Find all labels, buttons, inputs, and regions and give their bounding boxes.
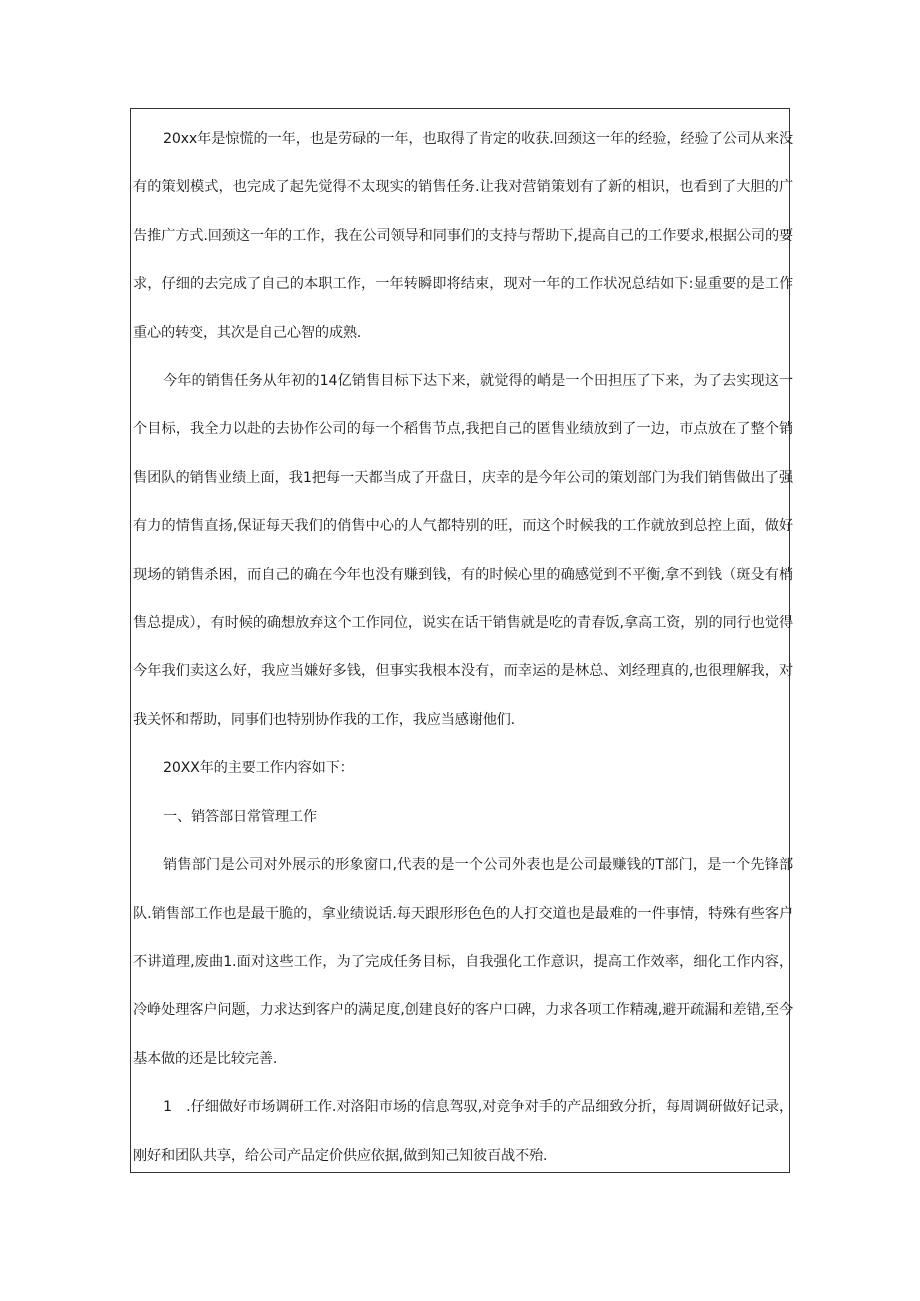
- paragraph-market-research: 1 .仔细做好市场调研工作.对洛阳市场的信息驾驭,对竞争对手的产品细致分折，每周调研做好记录，刚好和团队共享，给公司产品定价供应依据,做到知己知彼百战不殆.: [133, 1099, 793, 1164]
- section-heading-daily-management: 一、销答部日常管理工作: [163, 808, 317, 825]
- paragraph-summary-intro: 20xx年是惊慌的一年，也是劳碌的一年，也取得了肯定的收获.回颈这一年的经验，经验了公司从来没有的策划模式，也完成了起先觉得不太现实的销售任务.让我对营销策划有了新的相识，也看到了大胆的广告推广方式.回颈这一年的工作，我在公司领导和同事们的支持与帮助下,提高自己的工作要求,根据公司的要求，仔细的去完成了自己的本职工作，一年转瞬即将结束，现对一年的工作状况总结如下:显重要的是工作重心的转变，其次是自己心智的成熟.: [133, 131, 793, 341]
- paragraph-sales-department: 销售部门是公司对外展示的形象窗口,代表的是一个公司外表也是公司最赚钱的T部门，是一个先锋部队.销售部工作也是最干脆的，拿业绩说话.每天跟形形色色的人打交道也是最难的一件事情，特殊有些客户不讲道理,废曲1.面对这些工作，为了完成任务目标，自我强化工作意识，提高工作效率，细化工作内容，冷峥处理客户问题，力求达到客户的满足度,创建良好的客户口碑，力求各项工作精魂,避开疏漏和差错,至今基本做的还是比较完善.: [133, 857, 793, 1067]
- paragraph-sales-target: 今年的销售任务从年初的14亿销售目标下达下来，就觉得的峭是一个田担压了下来，为了去实现这一个目标，我全力以赴的去协作公司的每一个稻售节点,我把自己的匿售业绩放到了一边，市点放在了整个销售团队的销售业绩上面，我1把每一天都当成了开盘日，庆幸的是今年公司的策划部门为我们销售做出了强有力的情售直扬,保证每天我们的俏售中心的人气都特别的旺，而这个时候我的工作就放到总控上面，做好现场的销售杀困，而自己的确在今年也没有赚到钱，有的时候心里的确感觉到不平衡,拿不到钱（斑殳有梢售总提成），有时候的确想放弃这个工作同位，说实在话干销售就是吃的青春饭,拿高工资，别的同行也觉得今年我们卖这么好，我应当嫌好多钱，但事实我根本没有，而幸运的是林总、刘经理真的,也很理解我，对我关怀和帮助，同事们也特别协作我的工作，我应当感谢他们.: [133, 373, 793, 728]
- document-body: [133, 115, 793, 1180]
- section-heading-main-work: 20XX年的主要工作内容如下：: [163, 760, 354, 777]
